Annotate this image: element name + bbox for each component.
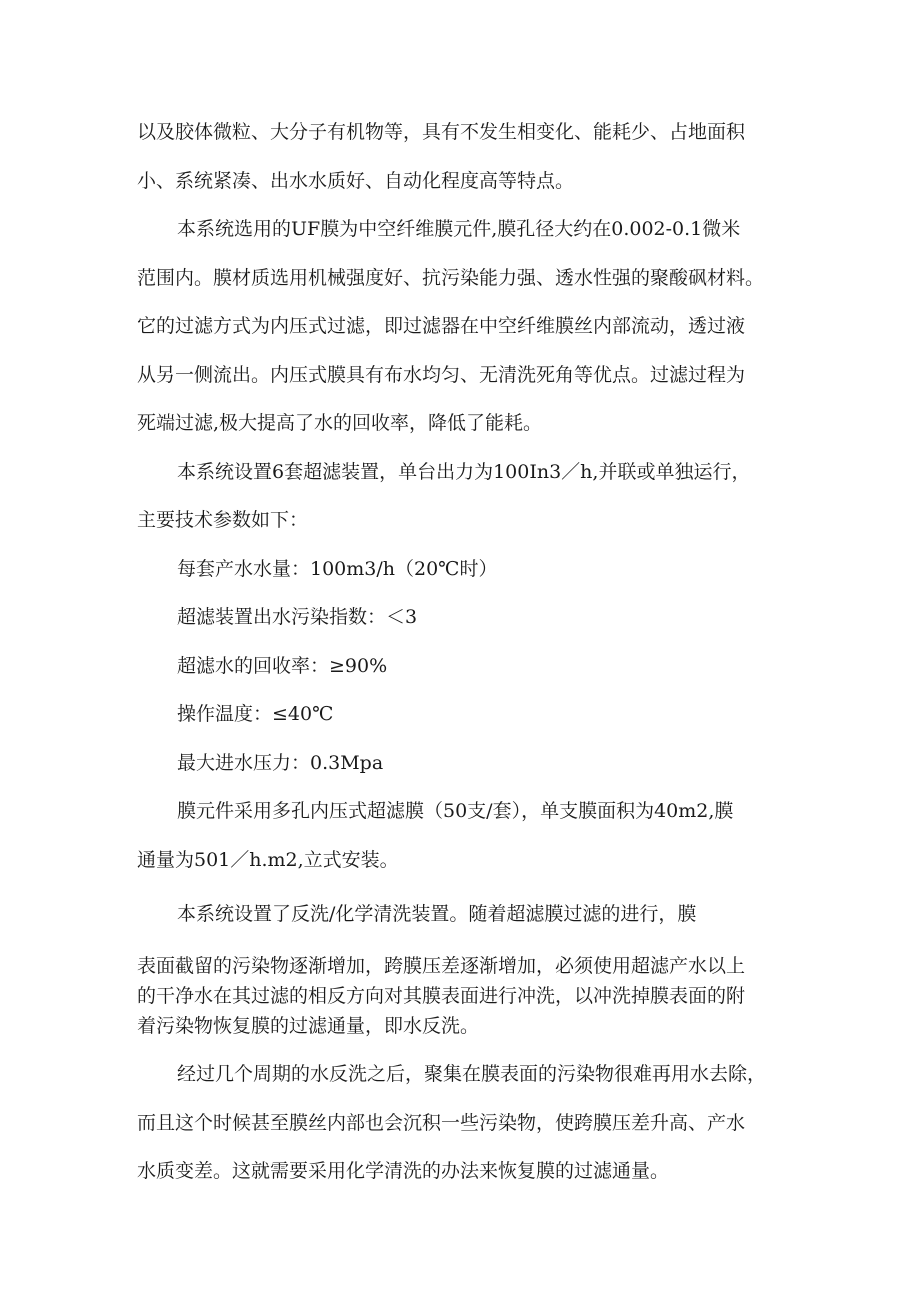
text-line-10: 膜元件采用多孔内压式超滤膜（50支/套），单支膜面积为40m2,膜 — [177, 800, 734, 822]
text-line-9: 主要技术参数如下： — [137, 509, 309, 531]
text-line-3: 本系统选用的UF膜为中空纤维膜元件,膜孔径大约在0.002-0.1微米 — [177, 218, 741, 240]
text-line-16: 经过几个周期的水反洗之后，聚集在膜表面的污染物很难再用水去除， — [177, 1063, 767, 1085]
param-line-3: 超滤水的回收率：≥90% — [177, 655, 388, 677]
text-line-2: 小、系统紧凑、出水水质好、自动化程度高等特点。 — [137, 170, 575, 192]
text-line-17: 而且这个时候甚至膜丝内部也会沉积一些污染物，使跨膜压差升高、产水 — [137, 1112, 746, 1134]
text-line-18: 水质变差。这就需要采用化学清洗的办法来恢复膜的过滤通量。 — [137, 1160, 670, 1182]
text-line-12: 本系统设置了反洗/化学清洗装置。随着超滤膜过滤的进行，膜 — [177, 903, 697, 925]
text-line-1: 以及胶体微粒、大分子有机物等，具有不发生相变化、能耗少、占地面积 — [137, 121, 746, 143]
text-line-5: 它的过滤方式为内压式过滤，即过滤器在中空纤维膜丝内部流动，透过液 — [137, 315, 746, 337]
text-line-8: 本系统设置6套超滤装置，单台出力为100In3／h,并联或单独运行， — [177, 461, 751, 483]
param-line-2: 超滤装置出水污染指数：＜3 — [177, 606, 418, 628]
text-line-13: 表面截留的污染物逐渐增加，跨膜压差逐渐增加，必须使用超滤产水以上 — [137, 955, 746, 977]
text-line-11: 通量为501／h.m2,立式安装。 — [137, 849, 399, 871]
text-line-6: 从另一侧流出。内压式膜具有布水均匀、无清洗死角等优点。过滤过程为 — [137, 364, 746, 386]
text-line-14: 的干净水在其过滤的相反方向对其膜表面进行冲洗，以冲洗掉膜表面的附 — [137, 985, 746, 1007]
param-line-5: 最大进水压力：0.3Mpa — [177, 752, 384, 774]
text-line-15: 着污染物恢复膜的过滤通量，即水反洗。 — [137, 1015, 480, 1037]
text-line-4: 范围内。膜材质选用机械强度好、抗污染能力强、透水性强的聚酸砜材料。 — [137, 267, 765, 289]
param-line-4: 操作温度：≤40℃ — [177, 703, 334, 725]
param-line-1: 每套产水水量：100m3/h（20℃时） — [177, 558, 498, 580]
text-line-7: 死端过滤,极大提高了水的回收率，降低了能耗。 — [137, 412, 543, 434]
